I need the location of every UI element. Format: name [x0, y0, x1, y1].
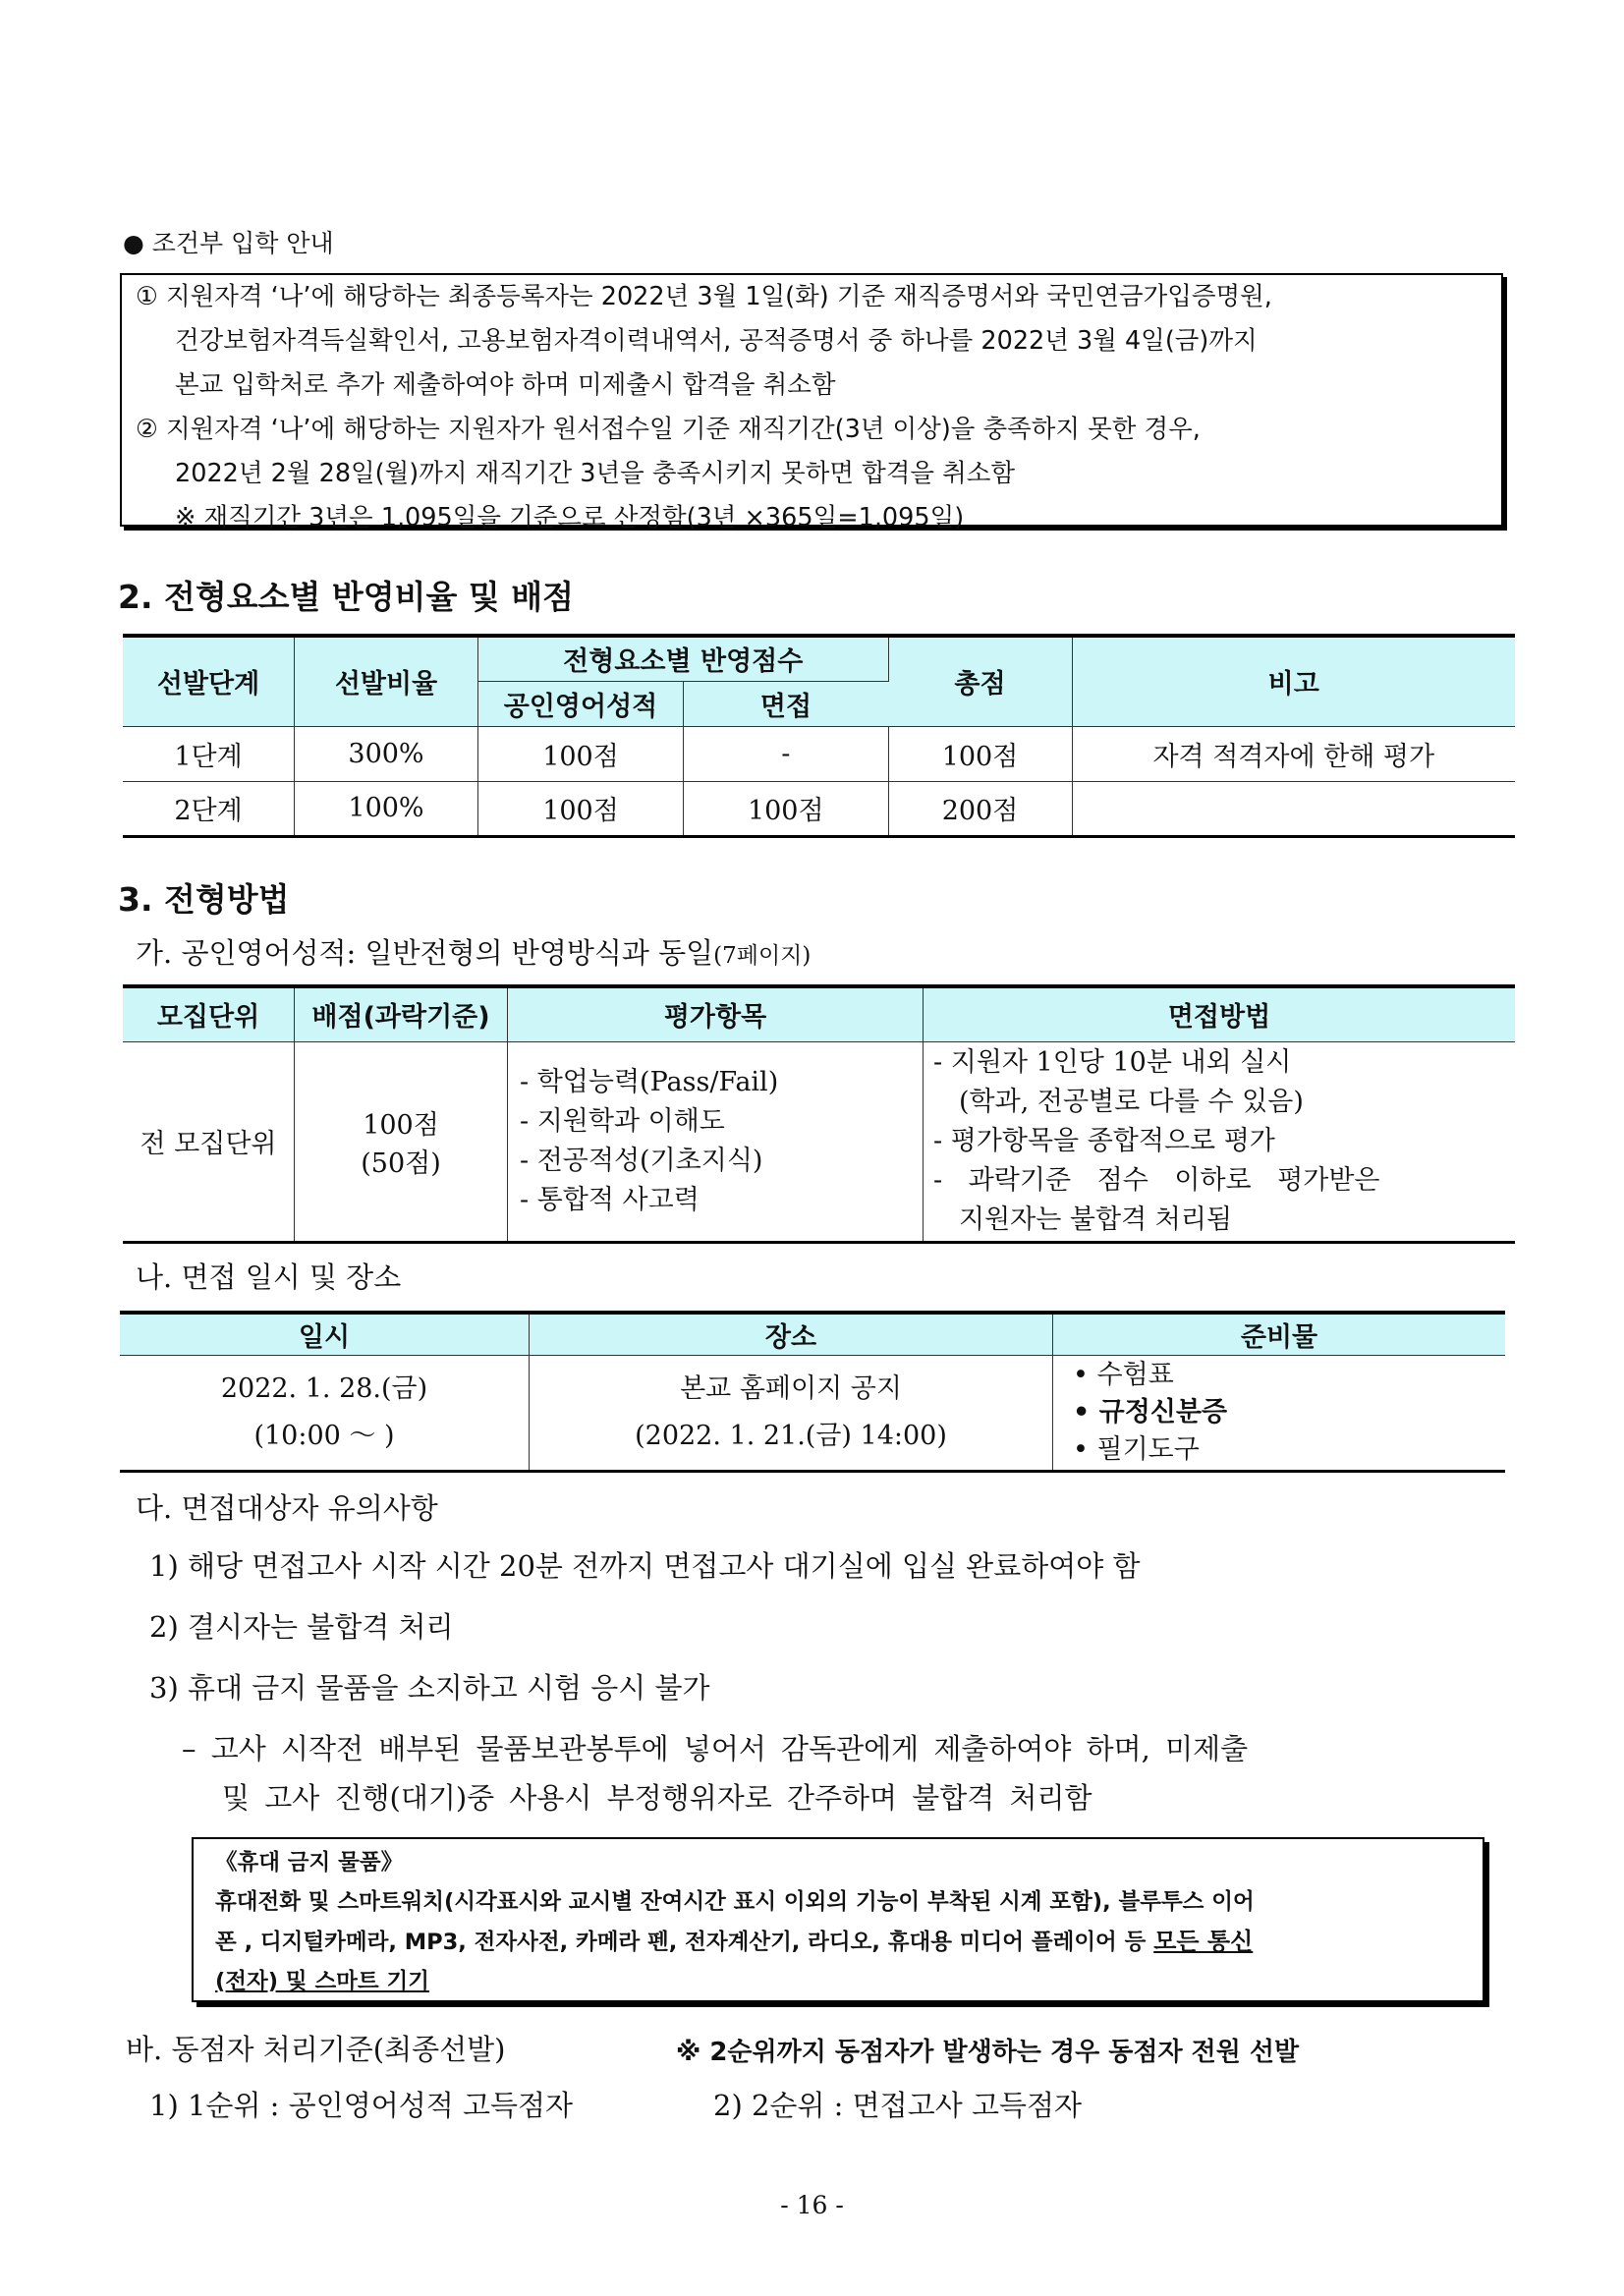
conditional-line: 2022년 2월 28일(월)까지 재직기간 3년을 충족시키지 못하면 합격을 취소함	[175, 459, 1015, 488]
announce-line: (2022. 1. 21.(금) 14:00)	[635, 1421, 947, 1451]
cell-note: 자격 적격자에 한해 평가	[1072, 726, 1515, 781]
sub-d-tie-rule: 바. 동점자 처리기준(최종선발)	[126, 2033, 506, 2066]
header-english: 공인영어성적	[478, 681, 684, 726]
header-element-score: 전형요소별 반영점수	[478, 636, 889, 681]
table-row	[123, 726, 1515, 781]
conditional-line: 본교 입학처로 추가 제출하여야 하며 미제출시 합격을 취소함	[175, 370, 836, 400]
header-date: 일시	[120, 1313, 530, 1356]
banned-items-line: (전자) 및 스마트 기기	[215, 1969, 429, 1994]
sub-a-english-score	[136, 931, 811, 972]
cell-english: 100점	[478, 781, 684, 836]
header-prep: 준비물	[1053, 1313, 1506, 1356]
section-3-heading: 3. 전형방법	[118, 880, 290, 919]
table-row	[123, 781, 1515, 836]
list-item: (학과, 전공별로 다를 수 있음)	[959, 1086, 1304, 1117]
cell-interview: -	[684, 726, 889, 781]
header-method: 면접방법	[924, 986, 1516, 1041]
cell-total: 100점	[888, 726, 1072, 781]
cell-interview: 100점	[684, 781, 889, 836]
list-item: • 규정신분증	[1073, 1397, 1228, 1428]
list-item: • 수험표	[1073, 1360, 1174, 1390]
header-place: 장소	[530, 1313, 1053, 1356]
conditional-admission-box	[120, 273, 1503, 532]
list-item: • 필기도구	[1073, 1434, 1200, 1465]
header-ratio: 선발비율	[295, 636, 478, 726]
sub-a-page-ref: (7페이지)	[713, 943, 812, 969]
sub-b-interview-schedule: 나. 면접 일시 및 장소	[136, 1260, 402, 1294]
banned-items-title: 《휴대 금지 물품》	[215, 1850, 404, 1876]
banned-items-line: 휴대전화 및 스마트워치(시각표시와 교시별 잔여시간 표시 이외의 기능이 부착된 시계 포함), 블루투스 이어	[215, 1889, 1255, 1915]
header-items: 평가항목	[508, 986, 924, 1041]
table-row	[123, 1041, 1515, 1242]
conditional-line: ② 지원자격 ‘나’에 해당하는 지원자가 원서접수일 기준 재직기간(3년 이상)을 충족하지 못한 경우,	[136, 415, 1201, 444]
tie-rule-second: 2) 2순위 : 면접고사 고득점자	[713, 2089, 1082, 2122]
cell-score	[295, 1041, 508, 1242]
conditional-line: ※ 재직기간 3년은 1,095일을 기준으로 산정함(3년 ×365일=1,095일)	[175, 503, 965, 532]
cell-method	[924, 1041, 1516, 1242]
sub-a-text: 가. 공인영어성적: 일반전형의 반영방식과 동일	[136, 936, 714, 970]
cell-total: 200점	[888, 781, 1072, 836]
banned-items-emphasis: 모든 통신	[1153, 1928, 1254, 1955]
place-line: 본교 홈페이지 공지	[680, 1373, 902, 1404]
section-2-heading: 2. 전형요소별 반영비율 및 배점	[118, 578, 574, 616]
banned-items-text: 폰 , 디지털카메라, MP3, 전자사전, 카메라 펜, 전자계산기, 라디오, 휴대용 미디어 플레이어 등	[215, 1930, 1154, 1955]
precaution-detail: 및 고사 진행(대기)중 사용시 부정행위자로 간주하며 불합격 처리함	[222, 1781, 1092, 1815]
tie-rule-first: 1) 1순위 : 공인영어성적 고득점자	[149, 2089, 574, 2122]
header-total: 총점	[888, 636, 1072, 726]
list-item: - 학업능력(Pass/Fail)	[520, 1066, 779, 1097]
cell-stage: 1단계	[123, 726, 295, 781]
cell-place	[530, 1356, 1053, 1472]
cell-items	[508, 1041, 924, 1242]
interview-method-table	[123, 984, 1515, 1244]
conditional-admission-title: ● 조건부 입학 안내	[123, 229, 334, 257]
list-item: - 과락기준 점수 이하로 평가받은	[933, 1164, 1380, 1196]
banned-items-box	[192, 1837, 1484, 2002]
cell-stage: 2단계	[123, 781, 295, 836]
score-value: 100점	[363, 1109, 439, 1141]
cell-prep	[1053, 1356, 1506, 1472]
banned-items-line	[215, 1922, 1475, 1962]
cell-date	[120, 1356, 530, 1472]
header-stage: 선발단계	[123, 636, 295, 726]
page-number: - 16 -	[780, 2191, 844, 2219]
cell-unit: 전 모집단위	[123, 1041, 295, 1242]
cell-ratio: 100%	[295, 781, 478, 836]
time-line: (10:00 ～ )	[253, 1421, 395, 1451]
header-unit: 모집단위	[123, 986, 295, 1041]
list-item: - 지원자 1인당 10분 내외 실시	[933, 1046, 1292, 1078]
sub-c-precautions: 다. 면접대상자 유의사항	[136, 1491, 438, 1525]
header-score: 배점(과락기준)	[295, 986, 508, 1041]
tie-rule-note: ※ 2순위까지 동점자가 발생하는 경우 동점자 전원 선발	[676, 2038, 1300, 2067]
precaution-item: 3) 휴대 금지 물품을 소지하고 시험 응시 불가	[149, 1671, 710, 1705]
date-line: 2022. 1. 28.(금)	[220, 1373, 428, 1404]
precaution-detail: – 고사 시작전 배부된 물품보관봉투에 넣어서 감독관에게 제출하여야 하며, 미제출	[182, 1732, 1249, 1765]
cell-ratio: 300%	[295, 726, 478, 781]
conditional-line: ① 지원자격 ‘나’에 해당하는 최종등록자는 2022년 3월 1일(화) 기준 재직증명서와 국민연금가입증명원,	[136, 282, 1272, 311]
list-item: - 평가항목을 종합적으로 평가	[933, 1125, 1275, 1156]
list-item: - 지원학과 이해도	[520, 1105, 725, 1137]
precaution-item: 2) 결시자는 불합격 처리	[149, 1610, 454, 1644]
list-item: - 통합적 사고력	[520, 1184, 700, 1215]
cell-english: 100점	[478, 726, 684, 781]
conditional-line: 건강보험자격득실확인서, 고용보험자격이력내역서, 공적증명서 중 하나를 2022년 3월 4일(금)까지	[175, 326, 1258, 356]
precaution-item: 1) 해당 면접고사 시작 시간 20분 전까지 면접고사 대기실에 입실 완료하여야 함	[149, 1549, 1141, 1583]
header-note: 비고	[1072, 636, 1515, 726]
cell-note	[1072, 781, 1515, 836]
interview-schedule-table	[120, 1311, 1505, 1473]
score-ratio-table	[123, 634, 1515, 838]
list-item: 지원자는 불합격 처리됨	[959, 1204, 1232, 1235]
table-row	[120, 1356, 1505, 1472]
list-item: - 전공적성(기초지식)	[520, 1145, 763, 1176]
header-interview: 면접	[684, 681, 889, 726]
score-cutoff: (50점)	[361, 1148, 441, 1179]
